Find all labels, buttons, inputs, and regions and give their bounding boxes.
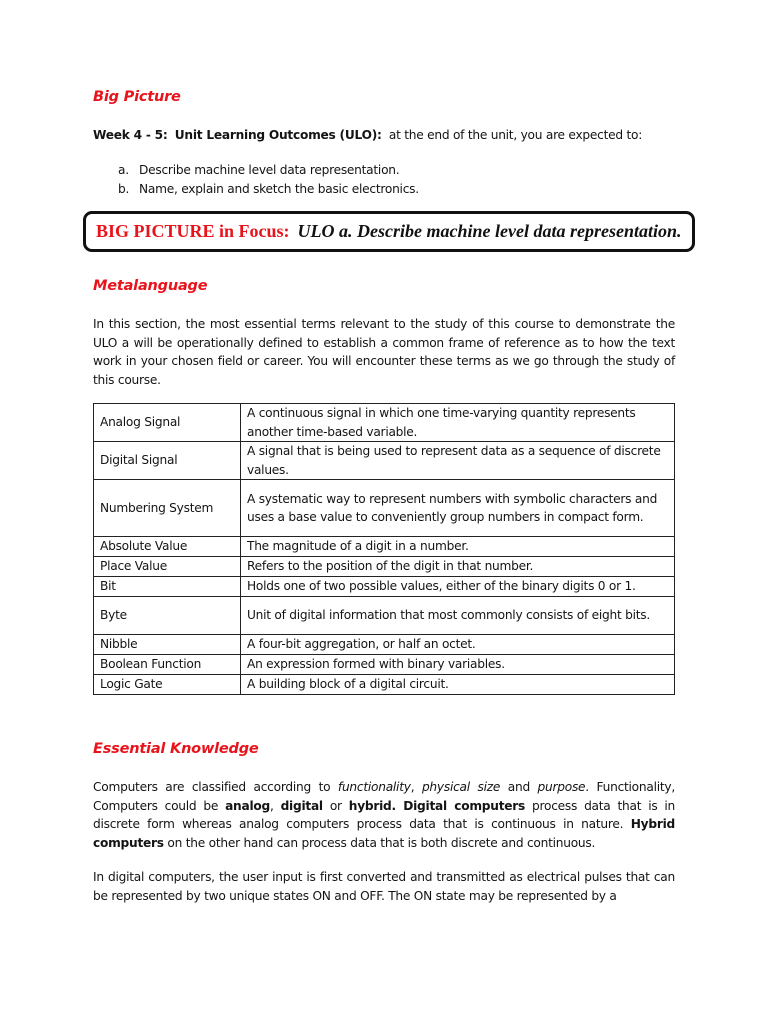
table-row [94,635,675,655]
table-row [94,675,675,695]
bold-digital: digital [280,798,323,813]
text-run: , [269,798,281,813]
text-run: , [410,780,422,794]
table-row [94,597,675,635]
definition-cell: A systematic way to represent numbers with symbolic characters and uses a base value to conveniently group numbers in compact form. [241,480,675,537]
ulo-item [118,180,419,199]
table-row [94,557,675,577]
text-run: Computers are classified according to [93,780,338,794]
bold-digital-computers: Digital computers [403,798,526,813]
definition-cell: An expression formed with binary variables. [241,655,675,675]
term-cell: Numbering System [94,480,241,537]
term-cell: Boolean Function [94,655,241,675]
ulo-intro: at the end of the unit, you are expected to: [388,128,643,142]
text-run: and [500,780,538,794]
definition-cell: A continuous signal in which one time-varying quantity represents another time-based variable. [241,404,675,442]
definition-cell: Holds one of two possible values, either of the binary digits 0 or 1. [241,577,675,597]
table-row [94,655,675,675]
ulo-label: Unit Learning Outcomes (ULO): [174,128,382,142]
term-cell: Absolute Value [94,537,241,557]
text-run: or [322,798,349,813]
week-label: Week 4 - 5: [93,128,168,142]
definition-cell: A four-bit aggregation, or half an octet. [241,635,675,655]
term-cell: Bit [94,577,241,597]
table-row [94,480,675,537]
metalanguage-heading: Metalanguage [93,278,208,294]
table-row [94,442,675,480]
bold-hybrid: hybrid [348,798,392,813]
big-picture-focus-box [83,211,695,252]
bold-analog: analog [225,798,270,813]
definition-cell: A building block of a digital circuit. [241,675,675,695]
ulo-intro-line [93,126,642,145]
essential-knowledge-heading: Essential Knowledge [93,741,259,757]
ulo-list [118,161,419,199]
metalanguage-intro: In this section, the most essential terms relevant to the study of this course to demonstrate the ULO a will be operationally defined to establish a common frame of reference as to how the text work in your chosen field or career. You will encounter these terms as we go through the study of this course. [93,317,675,387]
term-cell: Logic Gate [94,675,241,695]
focus-text: ULO a. Describe machine level data representation. [297,221,682,241]
table-row [94,577,675,597]
definition-cell: Unit of digital information that most commonly consists of eight bits. [241,597,675,635]
table-row [94,404,675,442]
focus-label: BIG PICTURE in Focus: [96,221,290,241]
table-row [94,537,675,557]
ulo-marker: a. [118,163,129,177]
text-run: process data that is in discrete form whereas analog computers process data that is continuous in nature. [93,798,676,831]
emphasis-purpose: purpose [537,780,586,794]
definition-cell: The magnitude of a digit in a number. [241,537,675,557]
term-cell: Nibble [94,635,241,655]
essential-knowledge-paragraph-1 [93,778,675,852]
bold-hybrid-computers: Hybrid computers [93,817,675,850]
ulo-item [118,161,419,180]
definition-cell: A signal that is being used to represent data as a sequence of discrete values. [241,442,675,480]
definition-cell: Refers to the position of the digit in that number. [241,557,675,577]
term-cell: Place Value [94,557,241,577]
ulo-text: Describe machine level data representation. [139,163,400,177]
essential-knowledge-paragraph-2: In digital computers, the user input is first converted and transmitted as electrical pulses that can be represented by two unique states ON and OFF. The ON state may be represented by a [93,870,675,903]
emphasis-physical-size: physical size [421,780,501,794]
ulo-marker: b. [118,182,130,196]
ulo-text: Name, explain and sketch the basic electronics. [139,182,419,196]
emphasis-functionality: functionality [337,780,411,794]
text-run: on the other hand can process data that is both discrete and continuous. [163,835,596,850]
text-run: . Functionality, Computers could be [93,780,675,813]
big-picture-heading: Big Picture [93,89,181,105]
terms-table [93,403,675,695]
term-cell: Byte [94,597,241,635]
term-cell: Analog Signal [94,404,241,442]
term-cell: Digital Signal [94,442,241,480]
text-run: . [391,798,404,813]
